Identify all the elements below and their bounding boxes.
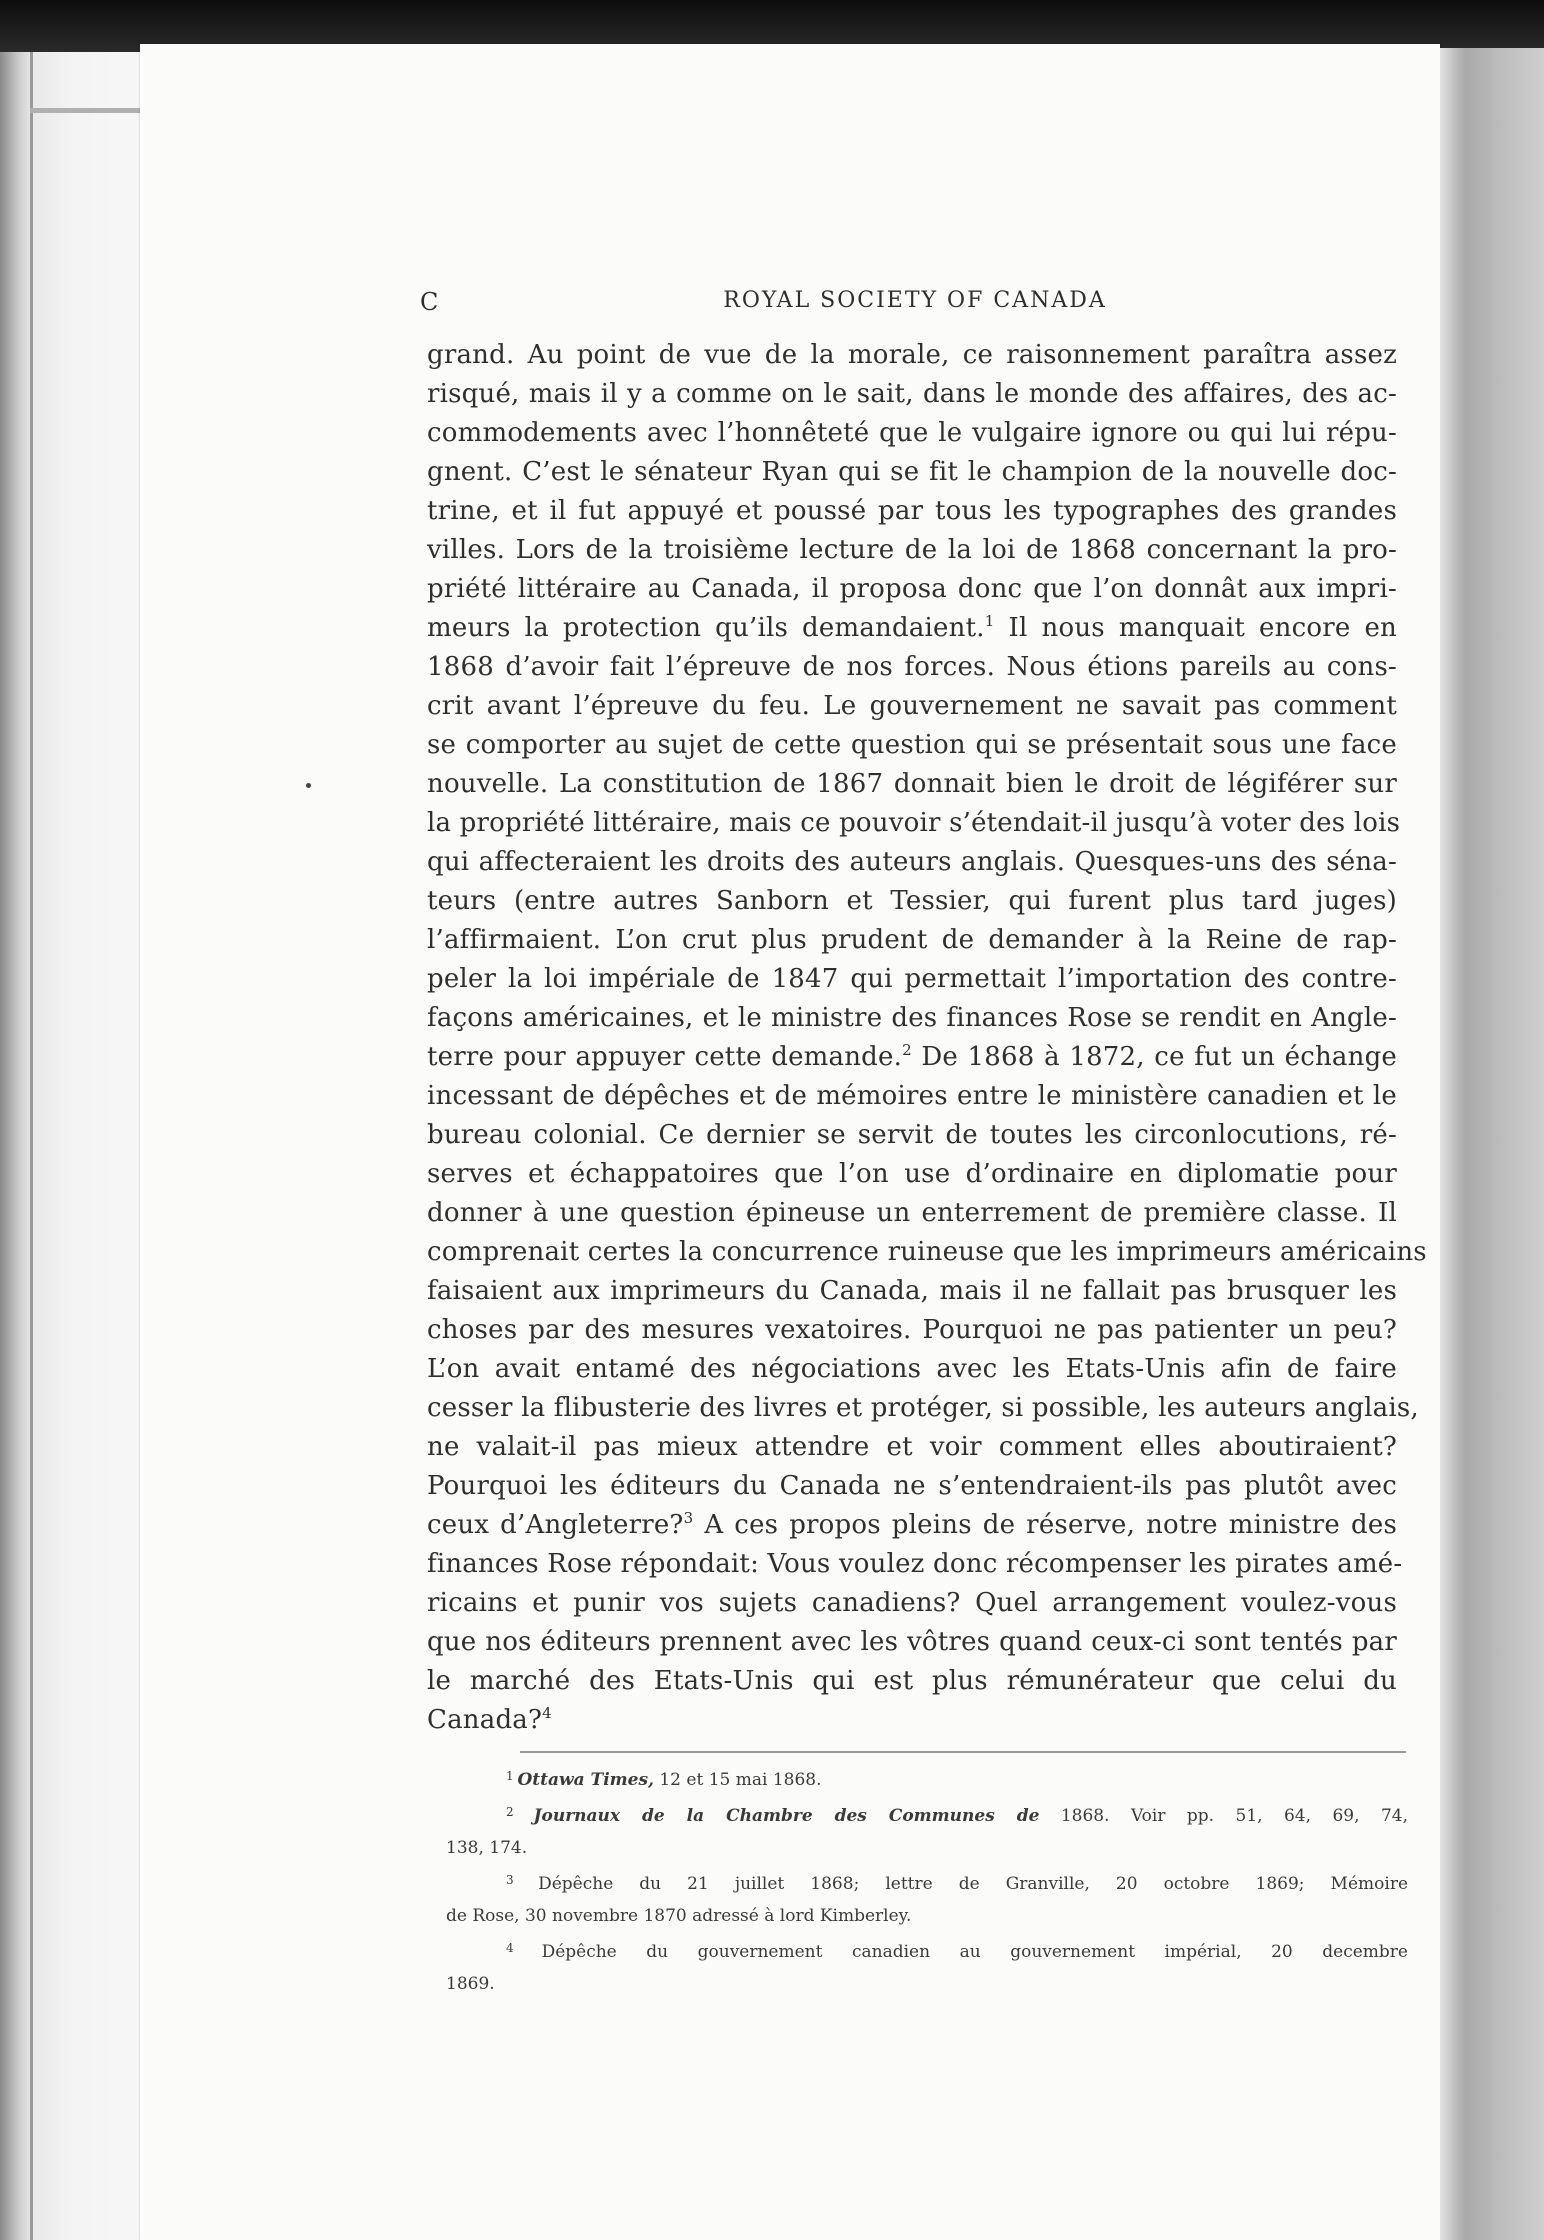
body-line: faisaient aux imprimeurs du Canada, mais il ne fallait pas brusquer les: [427, 1276, 1397, 1306]
body-line: se comporter au sujet de cette question qui se présentait sous une face: [427, 730, 1397, 760]
footnote-text: Dépêche du 21 juillet 1868; lettre de Granville, 20 octobre 1869; Mémoire: [538, 1874, 1409, 1894]
footnote: [446, 1796, 1408, 1864]
body-line: comprenait certes la concurrence ruineuse que les imprimeurs américains: [427, 1237, 1427, 1267]
body-line: ceux d’Angleterre?$^3$ A ces propos pleins de réserve, notre ministre des: [427, 1509, 1397, 1540]
footnote-mark: 3: [506, 1873, 539, 1887]
body-line: ricains et punir vos sujets canadiens? Quel arrangement voulez-vous: [427, 1588, 1397, 1618]
body-line: commodements avec l’honnêteté que le vulgaire ignore ou qui lui répu-: [427, 418, 1397, 448]
footnote-mark: 4: [506, 1941, 542, 1955]
running-header: [420, 288, 1410, 318]
page-number: C: [420, 288, 440, 316]
footnote-source-title: Ottawa Times,: [517, 1770, 654, 1790]
body-line: teurs (entre autres Sanborn et Tessier, qui furent plus tard juges): [427, 886, 1397, 916]
body-line: incessant de dépêches et de mémoires entre le ministère canadien et le: [427, 1081, 1397, 1111]
footnote-text: 1868. Voir pp. 51, 64, 69, 74,: [1039, 1806, 1408, 1826]
running-title: ROYAL SOCIETY OF CANADA: [723, 288, 1107, 313]
footnote-continuation: 138, 174.: [446, 1838, 528, 1858]
body-line: bureau colonial. Ce dernier se servit de toutes les circonlocutions, ré-: [427, 1120, 1397, 1150]
body-line: finances Rose répondait: Vous voulez donc récompenser les pirates amé-: [427, 1549, 1403, 1579]
body-line: 1868 d’avoir fait l’épreuve de nos forces. Nous étions pareils au cons-: [427, 652, 1397, 682]
footnote-continuation: de Rose, 30 novembre 1870 adressé à lord Kimberley.: [446, 1906, 912, 1926]
footnote: [446, 1932, 1408, 2000]
footnote-mark: 2: [506, 1805, 534, 1819]
body-line: ne valait-il pas mieux attendre et voir comment elles aboutiraient?: [427, 1432, 1397, 1462]
body-line: cesser la flibusterie des livres et protéger, si possible, les auteurs anglais,: [427, 1393, 1419, 1423]
body-line: nouvelle. La constitution de 1867 donnait bien le droit de légiférer sur: [427, 769, 1397, 799]
body-line: risqué, mais il y a comme on le sait, dans le monde des affaires, des ac-: [427, 379, 1397, 409]
body-line: gnent. C’est le sénateur Ryan qui se fit le champion de la nouvelle doc-: [427, 457, 1397, 487]
page-edge-shadow: [1440, 48, 1458, 2240]
footnote-source-title: Journaux de la Chambre des Communes de: [533, 1806, 1040, 1826]
body-line: trine, et il fut appuyé et poussé par tous les typographes des grandes: [427, 496, 1397, 526]
footnote-rule: [520, 1751, 1406, 1753]
footnote-mark: 1: [506, 1769, 518, 1783]
body-line: façons américaines, et le ministre des finances Rose se rendit en Angle-: [427, 1003, 1397, 1033]
footnotes: [446, 1760, 1408, 2000]
dust-speck: [306, 783, 311, 788]
body-line: le marché des Etats-Unis qui est plus rémunérateur que celui du: [427, 1666, 1397, 1696]
body-line: qui affecteraient les droits des auteurs anglais. Quesques-uns des séna-: [427, 847, 1397, 877]
body-line: que nos éditeurs prennent avec les vôtres quand ceux-ci sont tentés par: [427, 1627, 1397, 1657]
footnote-text: 12 et 15 mai 1868.: [653, 1770, 822, 1790]
adjacent-page-rule: [30, 108, 140, 113]
body-line: priété littéraire au Canada, il proposa donc que l’on donnât aux impri-: [427, 574, 1397, 604]
body-line: peler la loi impériale de 1847 qui permettait l’importation des contre-: [427, 964, 1397, 994]
body-line: l’affirmaient. L’on crut plus prudent de demander à la Reine de rap-: [427, 925, 1397, 955]
body-line: la propriété littéraire, mais ce pouvoir s’étendait-il jusqu’à voter des lois: [427, 808, 1401, 838]
footnote: [446, 1864, 1408, 1932]
body-line: terre pour appuyer cette demande.$^2$ De 1868 à 1872, ce fut un échange: [427, 1041, 1397, 1072]
footnote: [446, 1760, 1408, 1796]
body-line: choses par des mesures vexatoires. Pourquoi ne pas patienter un peu?: [427, 1315, 1397, 1345]
body-line: L’on avait entamé des négociations avec les Etats-Unis afin de faire: [427, 1354, 1397, 1384]
body-text: [427, 336, 1427, 1740]
body-line: meurs la protection qu’ils demandaient.$^1$ Il nous manquait encore en: [427, 612, 1397, 643]
body-line: grand. Au point de vue de la morale, ce raisonnement paraîtra assez: [427, 340, 1397, 370]
body-line: Canada?$^4$: [427, 1704, 552, 1735]
body-line: donner à une question épineuse un enterrement de première classe. Il: [427, 1198, 1397, 1228]
body-line: serves et échappatoires que l’on use d’ordinaire en diplomatie pour: [427, 1159, 1397, 1189]
body-line: Pourquoi les éditeurs du Canada ne s’entendraient-ils pas plutôt avec: [427, 1471, 1397, 1501]
footnote-text: Dépêche du gouvernement canadien au gouvernement impérial, 20 decembre: [541, 1942, 1408, 1962]
footnote-continuation: 1869.: [446, 1974, 495, 1994]
body-line: villes. Lors de la troisième lecture de la loi de 1868 concernant la pro-: [427, 535, 1397, 565]
binding-strip: [0, 52, 30, 2240]
body-line: crit avant l’épreuve du feu. Le gouvernement ne savait pas comment: [427, 691, 1397, 721]
